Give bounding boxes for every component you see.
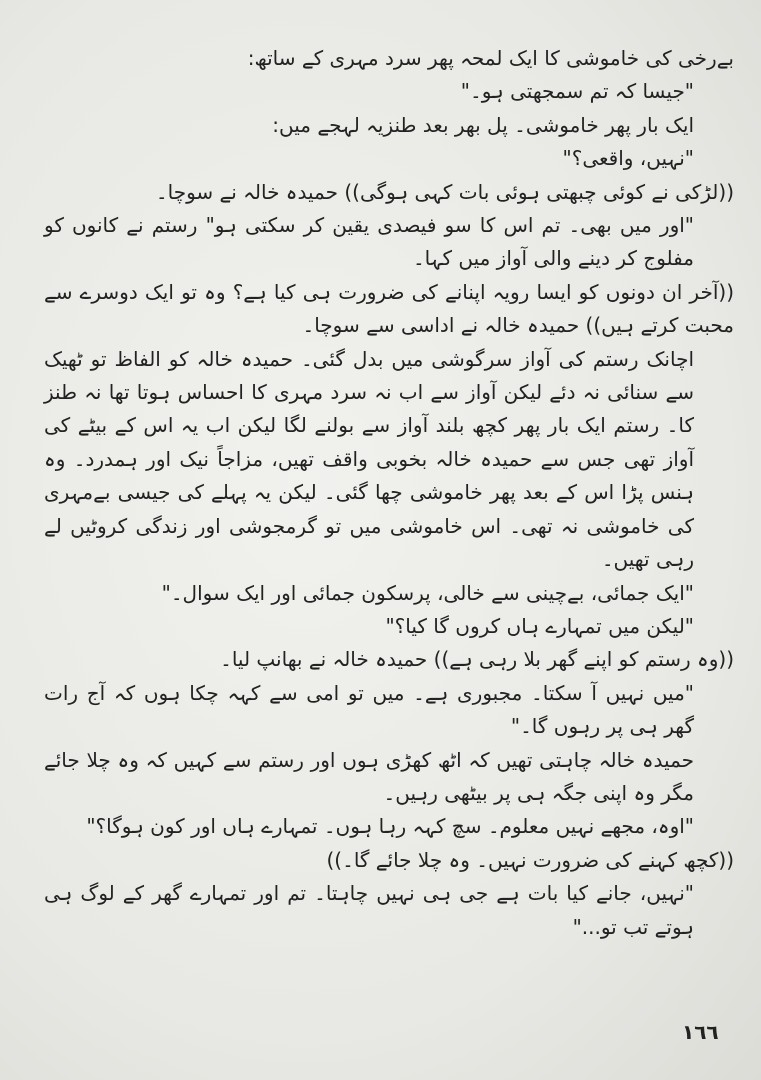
paragraph: ایک بار پھر خاموشی۔ پل بھر بعد طنزیہ لہجے میں: (272, 112, 694, 137)
paragraph: "اور میں بھی۔ تم اس کا سو فیصدی یقین کر سکتی ہو" رستم نے کانوں کو مفلوج کر دینے والی آواز میں کہا۔ (44, 213, 694, 271)
paragraph: اچانک رستم کی آواز سرگوشی میں بدل گئی۔ حمیدہ خالہ کو الفاظ تو ٹھیک سے سنائی نہ دئے لیکن آواز سے اب نہ سرد مہری کا احساس ہوتا تھا نہ طنز کا۔ رستم ایک بار پھر کچھ بلند آواز سے بولنے لگا لیکن اب یہ اس کے بیٹے کی آواز تھی جس سے حمیدہ خالہ بخوبی واقف تھیں، مزاجاً نیک اور ہمدرد۔ وہ ہنس پڑا اس کے بعد پھر خاموشی چھا گئی۔ لیکن یہ پہلے کی جیسی بےمہری کی خاموشی نہ تھی۔ اس خاموشی میں تو گرمجوشی اور زندگی کروٹیں لے رہی تھیں۔ (44, 346, 694, 572)
page-number: ١٦٦ (682, 1020, 719, 1044)
paragraph: بےرخی کی خاموشی کا ایک لمحہ پھر سرد مہری کے ساتھ: (247, 46, 734, 70)
paragraph: ((لڑکی نے کوئی چبھتی ہوئی بات کہی ہوگی)) حمیدہ خالہ نے سوچا۔ (155, 179, 734, 204)
page-text (44, 42, 734, 944)
paragraph: "لیکن میں تمہارے ہاں کروں گا کیا؟" (385, 613, 694, 638)
paragraph: "جیسا کہ تم سمجھتی ہو۔" (460, 79, 694, 104)
paragraph: "نہیں، جانے کیا بات ہے جی ہی نہیں چاہتا۔ تم اور تمہارے گھر کے لوگ ہی ہوتے تب تو..." (44, 881, 694, 939)
paragraph: "ایک جمائی، بےچینی سے خالی، پرسکون جمائی اور ایک سوال۔" (161, 580, 694, 605)
paragraph: حمیدہ خالہ چاہتی تھیں کہ اٹھ کھڑی ہوں اور رستم سے کہیں کہ وہ چلا جائے مگر وہ اپنی جگہ ہی پر بیٹھی رہیں۔ (44, 747, 694, 805)
paragraph: "میں نہیں آ سکتا۔ مجبوری ہے۔ میں تو امی سے کہہ چکا ہوں کہ آج رات گھر ہی پر رہوں گا۔" (44, 680, 694, 739)
paragraph: ((آخر ان دونوں کو ایسا رویہ اپنانے کی ضرورت ہی کیا ہے؟ وہ تو ایک دوسرے سے محبت کرتے ہیں)) حمیدہ خالہ نے اداسی سے سوچا۔ (44, 279, 734, 338)
paragraph: ((وہ رستم کو اپنے گھر بلا رہی ہے)) حمیدہ خالہ نے بھانپ لیا۔ (220, 647, 734, 672)
paragraph: ((کچھ کہنے کی ضرورت نہیں۔ وہ چلا جائے گا۔)) (326, 847, 734, 872)
paragraph: "نہیں، واقعی؟" (562, 146, 694, 171)
paragraph: "اوہ، مجھے نہیں معلوم۔ سچ کہہ رہا ہوں۔ تمہارے ہاں اور کون ہوگا؟" (86, 814, 694, 839)
